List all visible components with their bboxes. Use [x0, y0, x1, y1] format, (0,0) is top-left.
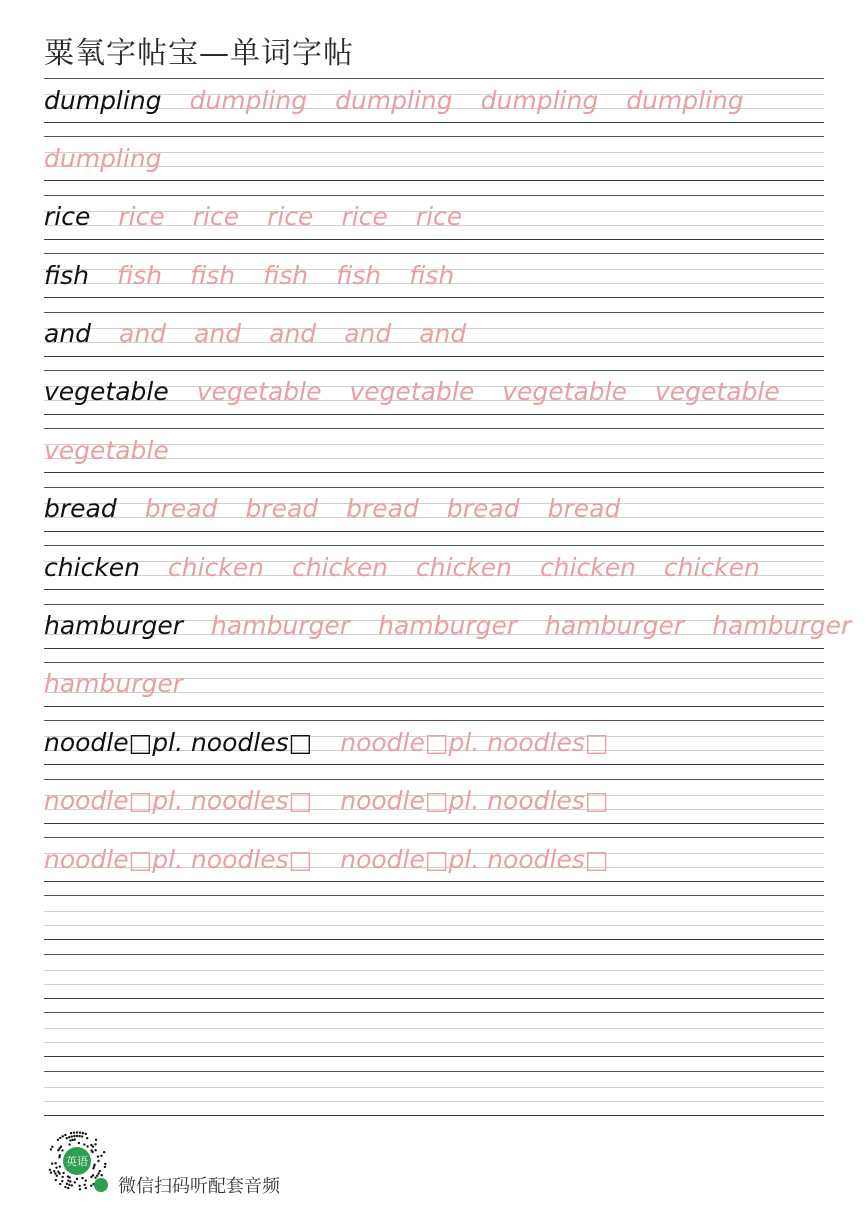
qr-dot [50, 1171, 52, 1173]
qr-dot [58, 1172, 60, 1174]
qr-dot [74, 1181, 76, 1183]
qr-dot [51, 1146, 53, 1148]
qr-dot [78, 1185, 80, 1187]
footer-audio-text: 微信扫码听配套音频 [118, 1176, 280, 1197]
qr-dot [83, 1143, 85, 1145]
practice-row [44, 545, 824, 603]
qr-dot [82, 1132, 84, 1134]
qr-badge-label: 英语 [66, 1155, 88, 1168]
qr-dot [68, 1136, 70, 1138]
model-word: vegetable [44, 377, 169, 407]
practice-row [44, 1071, 824, 1129]
trace-word: rice [341, 202, 388, 232]
qr-dot [79, 1188, 81, 1190]
qr-dot [58, 1156, 60, 1158]
practice-row [44, 954, 824, 1012]
practice-row [44, 195, 824, 253]
trace-word: noodle□pl. noodles□ [44, 844, 313, 874]
qr-dot [93, 1164, 95, 1166]
qr-dot [76, 1131, 78, 1133]
trace-word: dumpling [189, 85, 308, 115]
practice-row [44, 253, 824, 311]
guide-line [44, 764, 824, 765]
trace-word: rice [415, 202, 463, 232]
word-line [44, 489, 824, 529]
practice-row [44, 604, 852, 662]
qr-dot [70, 1132, 72, 1134]
guide-line [44, 589, 824, 590]
trace-word: vegetable [349, 377, 475, 407]
practice-row [44, 720, 824, 778]
guide-line [44, 545, 824, 546]
guide-line [44, 954, 824, 955]
trace-word: hamburger [545, 611, 685, 641]
qr-dot [66, 1137, 68, 1139]
guide-line [44, 122, 824, 123]
qr-dot [94, 1143, 96, 1145]
practice-row [44, 487, 824, 545]
guide-line [44, 297, 824, 298]
qr-code-icon[interactable] [44, 1128, 110, 1194]
qr-dot [67, 1187, 69, 1189]
trace-word: vegetable [502, 377, 627, 407]
qr-dot [57, 1139, 59, 1141]
trace-word: rice [118, 202, 165, 232]
qr-dot [100, 1155, 102, 1157]
word-line [44, 664, 824, 704]
guide-line [44, 472, 824, 473]
qr-dot [68, 1184, 70, 1186]
word-line [44, 255, 824, 295]
word-line [44, 80, 824, 120]
footer [44, 1128, 444, 1198]
qr-dot [62, 1135, 64, 1137]
word-line [44, 314, 824, 354]
model-word: bread [44, 494, 117, 524]
guide-line [44, 895, 824, 896]
trace-word: vegetable [44, 435, 169, 465]
guide-line [44, 136, 824, 137]
model-word: and [44, 319, 92, 349]
qr-dot [100, 1174, 102, 1176]
guide-line [44, 239, 824, 240]
qr-dot [94, 1177, 96, 1179]
qr-dot [49, 1169, 51, 1171]
trace-word: and [119, 319, 167, 349]
word-line [44, 1073, 824, 1113]
guide-line [44, 195, 824, 196]
qr-dot [59, 1183, 61, 1185]
word-line [44, 722, 824, 762]
practice-row [44, 837, 824, 895]
guide-line [44, 939, 824, 940]
guide-line [44, 1056, 824, 1057]
word-line [44, 839, 824, 879]
qr-dot [90, 1149, 92, 1151]
practice-row [44, 1012, 824, 1070]
model-word: rice [44, 202, 91, 232]
qr-dot [50, 1148, 52, 1150]
trace-word: and [344, 319, 392, 349]
qr-dot [57, 1149, 59, 1151]
qr-dot [96, 1174, 98, 1176]
trace-word: dumpling [44, 143, 162, 173]
trace-word: hamburger [44, 669, 184, 699]
guide-line [44, 531, 824, 532]
guide-line [44, 662, 824, 663]
word-line [44, 138, 824, 178]
trace-word: bread [446, 494, 520, 524]
practice-row [44, 779, 824, 837]
guide-line [44, 428, 824, 429]
qr-dot [64, 1134, 66, 1136]
guide-line [44, 998, 824, 999]
qr-dot [66, 1183, 68, 1185]
practice-row [44, 78, 824, 136]
guide-line [44, 356, 824, 357]
trace-word: fish [263, 260, 309, 290]
qr-dot [76, 1135, 78, 1137]
qr-dot [64, 1186, 66, 1188]
model-word: noodle□pl. noodles□ [44, 727, 313, 757]
trace-word: chicken [539, 552, 636, 582]
trace-word: bread [144, 494, 218, 524]
guide-line [44, 1012, 824, 1013]
practice-row [44, 428, 824, 486]
guide-line [44, 881, 824, 882]
qr-dot [76, 1178, 78, 1180]
qr-dot [81, 1135, 83, 1137]
qr-dot [74, 1138, 76, 1140]
trace-word: hamburger [211, 611, 351, 641]
qr-dot [69, 1139, 71, 1141]
trace-word: bread [245, 494, 319, 524]
model-word: fish [44, 260, 90, 290]
guide-line [44, 720, 824, 721]
trace-word: noodle□pl. noodles□ [340, 727, 609, 757]
qr-dot [54, 1162, 56, 1164]
practice-row [44, 662, 824, 720]
word-line [44, 372, 824, 412]
trace-word: chicken [663, 552, 760, 582]
model-word: chicken [44, 552, 140, 582]
qr-dot [90, 1144, 92, 1146]
qr-dot [104, 1166, 106, 1168]
guide-line [44, 837, 824, 838]
word-line [44, 197, 824, 237]
word-line [44, 1014, 824, 1054]
qr-dot [78, 1135, 80, 1137]
guide-line [44, 1071, 824, 1072]
qr-dot [90, 1184, 92, 1186]
qr-dot [54, 1172, 56, 1174]
qr-dot [95, 1139, 97, 1141]
guide-line [44, 78, 824, 79]
guide-line [44, 312, 824, 313]
trace-word: chicken [167, 552, 264, 582]
qr-dot [62, 1172, 64, 1174]
qr-dot [69, 1180, 71, 1182]
trace-word: and [194, 319, 242, 349]
word-line [44, 897, 824, 937]
qr-dot [73, 1131, 75, 1133]
guide-line [44, 648, 824, 649]
guide-line [44, 1115, 824, 1116]
trace-word: dumpling [335, 85, 453, 115]
trace-word: fish [409, 260, 455, 290]
practice-row [44, 895, 824, 953]
trace-word: vegetable [196, 377, 322, 407]
guide-line [44, 370, 824, 371]
trace-word: rice [267, 202, 314, 232]
word-line [44, 606, 852, 646]
guide-line [44, 604, 824, 605]
trace-word: fish [117, 260, 163, 290]
trace-word: and [419, 319, 467, 349]
qr-dot [85, 1133, 87, 1135]
practice-sheet [44, 78, 852, 1129]
guide-line [44, 823, 824, 824]
trace-word: vegetable [655, 377, 780, 407]
qr-corner-dot [94, 1178, 108, 1192]
model-word: hamburger [44, 611, 184, 641]
trace-word: fish [336, 260, 382, 290]
trace-word: rice [192, 202, 240, 232]
word-line [44, 547, 824, 587]
trace-word: noodle□pl. noodles□ [44, 786, 313, 816]
trace-word: bread [346, 494, 419, 524]
qr-dot [61, 1149, 63, 1151]
guide-line [44, 487, 824, 488]
guide-line [44, 706, 824, 707]
qr-dot [51, 1162, 53, 1164]
guide-line [44, 779, 824, 780]
qr-dot [104, 1163, 106, 1165]
word-line [44, 430, 824, 470]
model-word: dumpling [44, 85, 162, 115]
qr-dot [97, 1155, 99, 1157]
qr-dot [61, 1176, 63, 1178]
page-title: 粟氧字帖宝—单词字帖 [44, 36, 354, 71]
trace-word: noodle□pl. noodles□ [340, 786, 609, 816]
qr-dot [55, 1179, 57, 1181]
practice-row [44, 370, 824, 428]
qr-dot [85, 1187, 87, 1189]
trace-word: hamburger [378, 611, 518, 641]
practice-row [44, 136, 824, 194]
qr-dot [81, 1177, 83, 1179]
trace-word: and [269, 319, 317, 349]
trace-word: noodle□pl. noodles□ [340, 844, 609, 874]
trace-word: chicken [291, 552, 388, 582]
qr-dot [103, 1151, 105, 1153]
qr-dot [78, 1142, 80, 1144]
qr-dot [97, 1160, 99, 1162]
qr-dot [86, 1137, 88, 1139]
qr-dot [59, 1137, 61, 1139]
trace-word: fish [190, 260, 236, 290]
qr-dot [92, 1174, 94, 1176]
qr-dot [86, 1145, 88, 1147]
qr-dot [71, 1135, 73, 1137]
qr-dot [84, 1184, 86, 1186]
qr-dot [71, 1139, 73, 1141]
qr-dot [99, 1170, 101, 1172]
qr-dot [79, 1131, 81, 1133]
qr-dot [67, 1179, 69, 1181]
qr-dot [85, 1179, 87, 1181]
guide-line [44, 253, 824, 254]
qr-dot [73, 1135, 75, 1137]
guide-line [44, 180, 824, 181]
practice-row [44, 312, 824, 370]
qr-dot [56, 1174, 58, 1176]
qr-dot [97, 1172, 99, 1174]
trace-word: dumpling [480, 85, 599, 115]
word-line [44, 956, 824, 996]
qr-dot [94, 1149, 96, 1151]
qr-dot [71, 1184, 73, 1186]
trace-word: chicken [415, 552, 512, 582]
trace-word: bread [547, 494, 621, 524]
qr-dot [59, 1165, 61, 1167]
guide-line [44, 414, 824, 415]
qr-dot [68, 1176, 70, 1178]
trace-word: dumpling [626, 85, 744, 115]
qr-dot [61, 1180, 63, 1182]
qr-dot [53, 1170, 55, 1172]
qr-dot [68, 1143, 70, 1145]
trace-word: hamburger [712, 611, 852, 641]
qr-dot [55, 1166, 57, 1168]
word-line [44, 781, 824, 821]
